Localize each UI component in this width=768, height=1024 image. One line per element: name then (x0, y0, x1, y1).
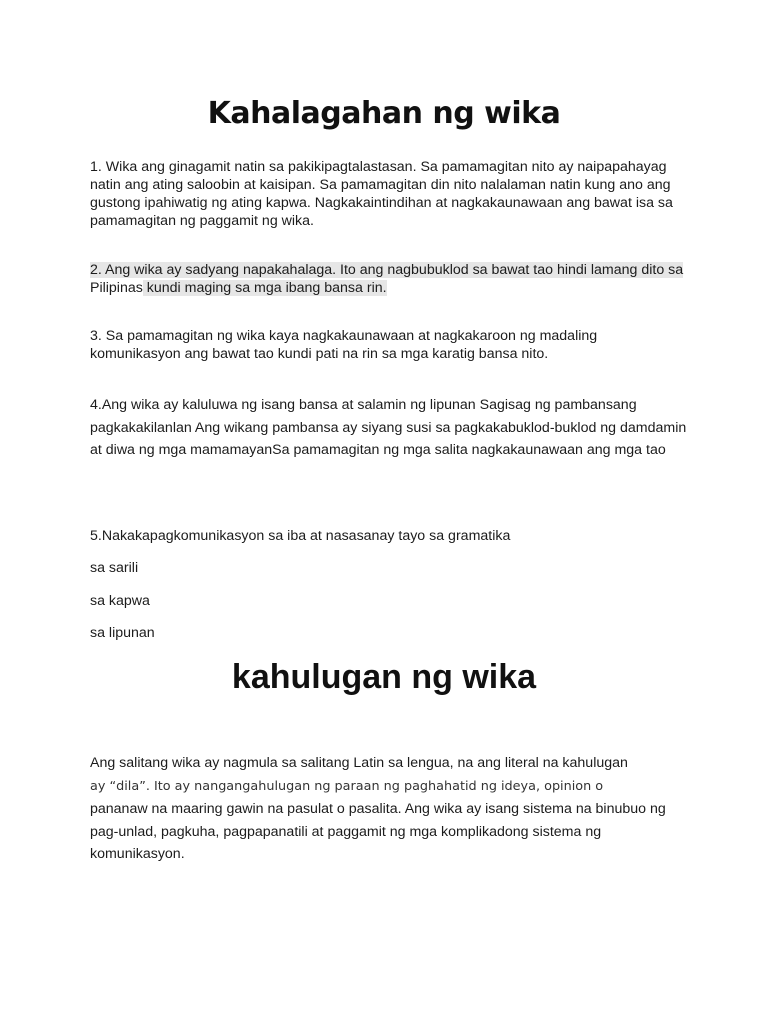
highlighted-text: 2. Ang wika ay sadyang napakahalaga. Ito ang nagbubuklod sa bawat tao hindi lamang dito sa (90, 262, 684, 278)
list-item-sa-kapwa: sa kapwa (90, 593, 150, 609)
paragraph-2-highlighted (90, 261, 690, 297)
kahulugan-line-1: Ang salitang wika ay nagmula sa salitang Latin sa lengua, na ang literal na kahulugan (90, 755, 628, 771)
paragraph-4: 4.Ang wika ay kaluluwa ng isang bansa at salamin ng lipunan Sagisag ng pambansang pagkakakilanlan Ang wikang pambansa ay siyang susi sa pagkakabuklod-buklod ng damdamin at diwa ng mga mamamayanSa pamamagitan ng mga salita nagkakaunawaan ang mga tao (90, 397, 687, 458)
kahulugan-line-2: ay “dila”. Ito ay nangangahulugan ng paraan ng paghahatid ng ideya, opinion o (90, 778, 604, 794)
paragraph-5: 5.Nakakapagkomunikasyon sa iba at nasasanay tayo sa gramatika (90, 528, 511, 544)
paragraph-kahulugan (90, 752, 690, 866)
list-item-sa-sarili: sa sarili (90, 560, 139, 576)
highlighted-text: kundi maging sa mga ibang bansa (142, 280, 363, 296)
section-title-kahulugan: kahulugan ng wika (231, 658, 537, 696)
paragraph-1: 1. Wika ang ginagamit natin sa pakikipagtalastasan. Sa pamamagitan nito ay naipapahayag natin ang ating saloobin at kaisipan. Sa pamamagitan din nito nalalaman natin kung ano ang gustong ipahiwatig ng ating kapwa. Nagkakaintindihan at nagkakaunawaan ang bawat isa sa pamamagitan ng paggamit ng wika. (90, 159, 673, 229)
section-title-kahalagahan: Kahalagahan ng wika (207, 96, 561, 131)
paragraph-3: 3. Sa pamamagitan ng wika kaya nagkakaunawaan at nagkakaroon ng madaling komunikasyon ang bawat tao kundi pati na rin sa mga karatig bansa nito. (90, 328, 598, 362)
unhighlighted-text: Pilipinas (90, 280, 143, 296)
highlighted-text: rin. (362, 280, 387, 296)
kahulugan-rest: pananaw na maaring gawin na pasulat o pasalita. Ang wika ay isang sistema na binubuo ng pag-unlad, pagkuha, pagpapanatili at paggamit ng mga komplikadong sistema ng komunikasyon. (90, 801, 666, 862)
list-item-sa-lipunan: sa lipunan (90, 625, 155, 641)
